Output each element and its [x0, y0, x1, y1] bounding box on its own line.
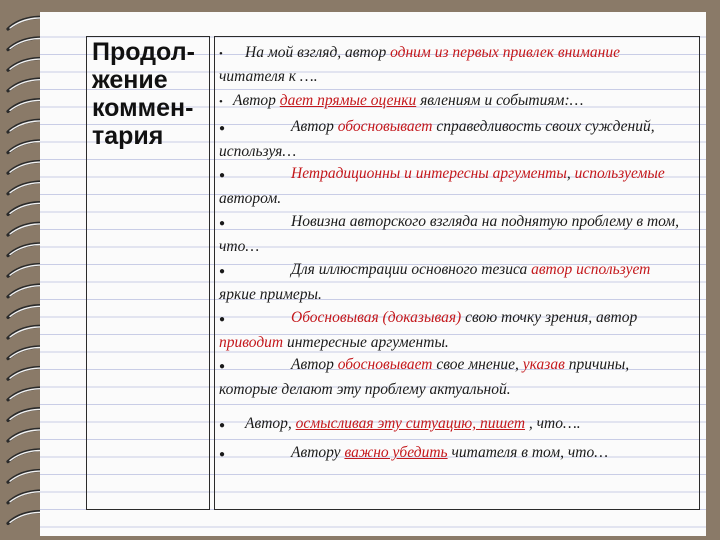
list-item: ● Новизна авторского взгляда на поднятую проблему в том, что… — [219, 213, 680, 255]
bullet-icon: ● — [219, 449, 226, 460]
bullet-icon: ● — [219, 420, 226, 431]
highlight-phrase: Обосновывая (доказывая) — [291, 309, 462, 326]
highlight-phrase: приводит — [219, 333, 284, 351]
bullet-icon: ● — [219, 361, 226, 372]
highlight-phrase: обосновывает — [337, 356, 433, 373]
highlight-phrase: важно убедить — [344, 444, 448, 461]
highlight-phrase: осмысливая эту ситуацию, пишет — [295, 415, 526, 432]
highlight-phrase: Нетрадиционны и интересны аргументы — [291, 165, 567, 182]
list-item: ● Автор обосновывает справедливость своих суждений, используя… — [219, 118, 655, 160]
highlight-phrase: дает прямые оценки — [279, 92, 417, 109]
bullet-icon: ● — [219, 218, 226, 229]
list-item: ● Для иллюстрации основного тезиса автор использует яркие примеры. — [219, 261, 651, 303]
bullet-icon: ● — [219, 123, 226, 134]
highlight-phrase: автор использует — [531, 261, 651, 278]
bullet-icon: ● — [219, 170, 226, 181]
bullet-icon: ● — [219, 266, 226, 277]
list-item: • Автор дает прямые оценки явлениям и событиям:… — [219, 90, 689, 114]
highlight-phrase: обосновывает — [337, 118, 433, 135]
list-item: ● Автор, осмысливая эту ситуацию, пишет , что…. — [219, 413, 689, 438]
bullet-icon: • — [219, 96, 223, 108]
list-item: • На мой взгляд, автор одним из первых привлек внимание читателя к …. — [219, 44, 620, 85]
slide-title: Продол- жение коммен- тария — [92, 38, 195, 150]
list-item: ● Автору важно убедить читателя в том, что… — [219, 442, 689, 467]
highlight-phrase: используемые — [574, 165, 665, 182]
highlight-phrase: указав — [522, 356, 565, 373]
highlight-phrase: одним из первых привлек внимание — [390, 44, 620, 61]
list-item: ● Нетрадиционны и интересны аргументы, используемые автором. — [219, 165, 665, 207]
list-item: ● Автор обосновывает свое мнение, указав причины, которые делают эту проблему актуальной. — [219, 356, 630, 398]
list-item: ● Обосновывая (доказывая) свою точку зрения, автор приводит интересные аргументы. — [219, 309, 638, 351]
bullet-icon: • — [219, 48, 223, 60]
bullet-icon: ● — [219, 314, 226, 325]
